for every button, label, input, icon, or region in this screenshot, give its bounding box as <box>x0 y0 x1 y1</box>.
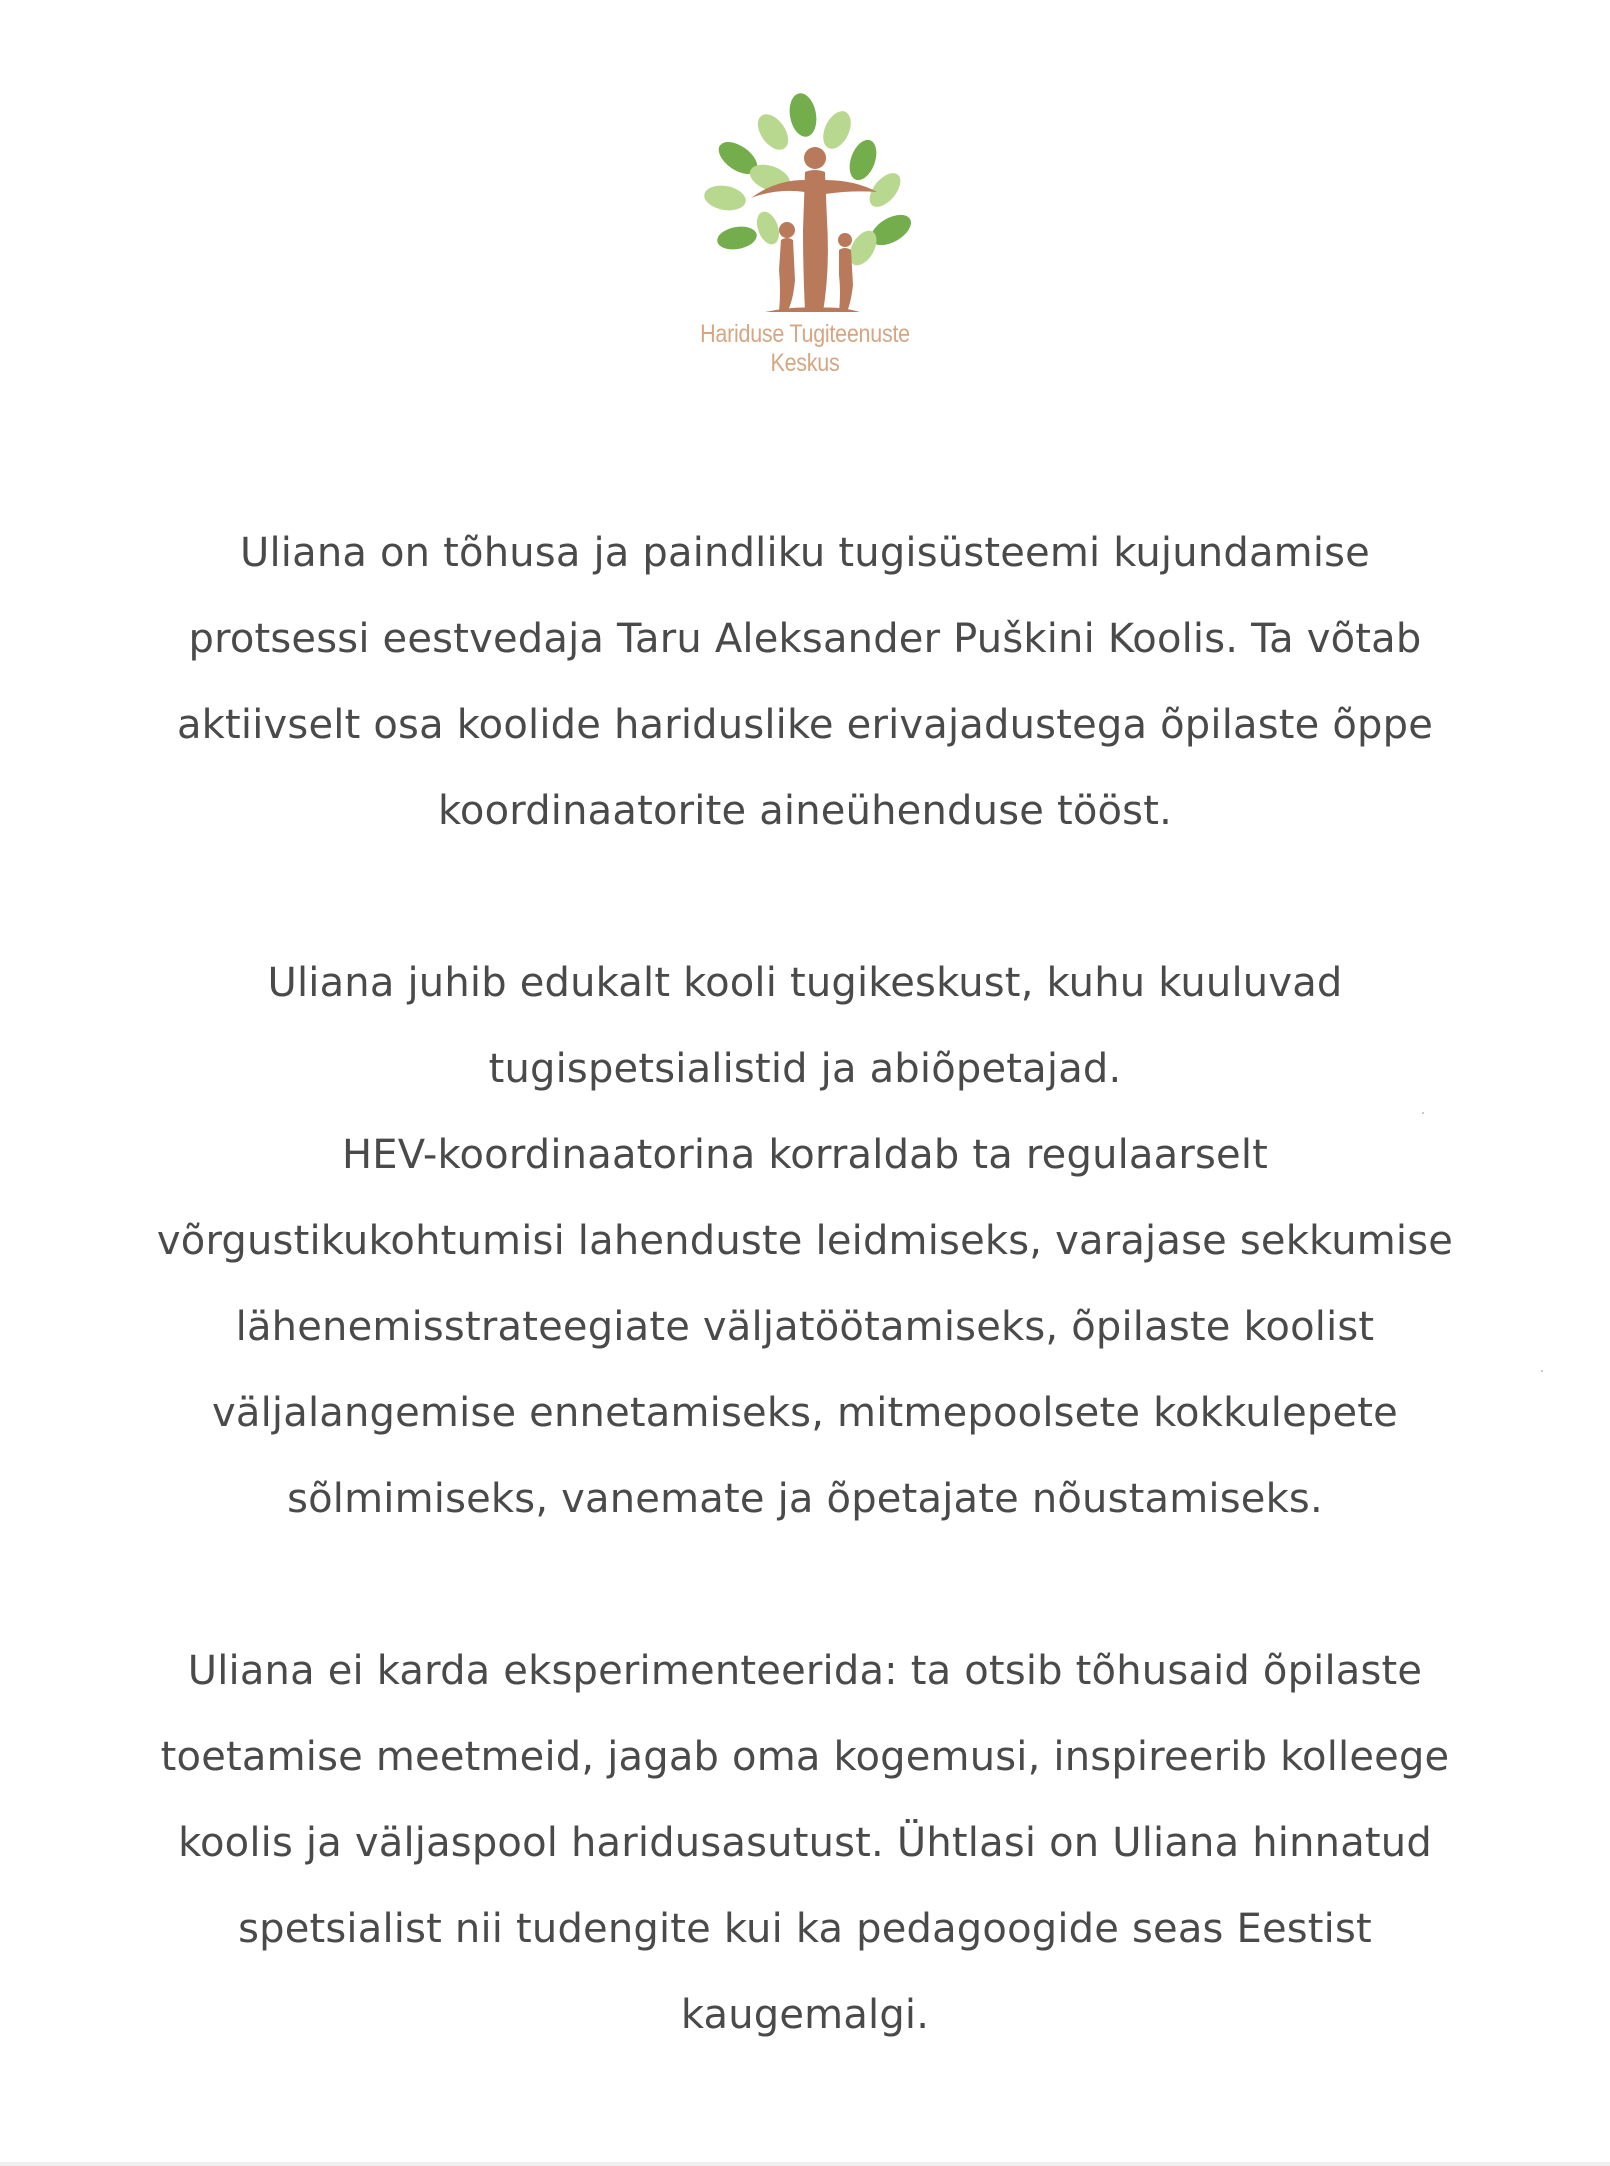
paragraph-2 <box>95 940 1515 1542</box>
text-line: kaugemalgi. <box>680 1992 930 2038</box>
text-line: aktiivselt osa koolide hariduslike erivajadustega õpilaste õppe <box>176 702 1434 748</box>
organization-logo <box>640 80 970 377</box>
text-line: võrgustikukohtumisi lahenduste leidmiseks, varajase sekkumise <box>156 1218 1454 1264</box>
document-body <box>95 510 1515 2058</box>
paragraph-3 <box>95 1628 1515 2058</box>
text-line: spetsialist nii tudengite kui ka pedagoogide seas Eestist <box>238 1906 1372 1952</box>
logo-caption: Hariduse Tugiteenuste Keskus <box>700 320 910 377</box>
text-line: Uliana on tõhusa ja paindliku tugisüsteemi kujundamise <box>240 530 1370 576</box>
text-line: väljalangemise ennetamiseks, mitmepoolsete kokkulepete <box>212 1390 1398 1436</box>
text-line: Uliana juhib edukalt kooli tugikeskust, kuhu kuuluvad <box>267 960 1343 1006</box>
text-line: Uliana ei karda eksperimenteerida: ta otsib tõhusaid õpilaste <box>187 1648 1423 1694</box>
text-line: sõlmimiseks, vanemate ja õpetajate nõustamiseks. <box>287 1476 1323 1522</box>
text-line: protsessi eestvedaja Taru Aleksander Puškini Koolis. Ta võtab <box>188 616 1422 662</box>
text-line: koolis ja väljaspool haridusasutust. Ühtlasi on Uliana hinnatud <box>178 1820 1432 1866</box>
text-line: HEV-koordinaatorina korraldab ta regulaarselt <box>341 1132 1269 1178</box>
paragraph-1 <box>95 510 1515 854</box>
scan-speck <box>1422 1112 1424 1114</box>
text-line: koordinaatorite aineühenduse tööst. <box>437 788 1173 834</box>
page-edge <box>0 2162 1610 2166</box>
tree-with-people-icon <box>655 80 955 330</box>
text-line: toetamise meetmeid, jagab oma kogemusi, inspireerib kolleege <box>160 1734 1450 1780</box>
scan-speck <box>1541 1370 1543 1372</box>
text-line: lähenemisstrateegiate väljatöötamiseks, õpilaste koolist <box>235 1304 1375 1350</box>
text-line: tugispetsialistid ja abiõpetajad. <box>488 1046 1122 1092</box>
